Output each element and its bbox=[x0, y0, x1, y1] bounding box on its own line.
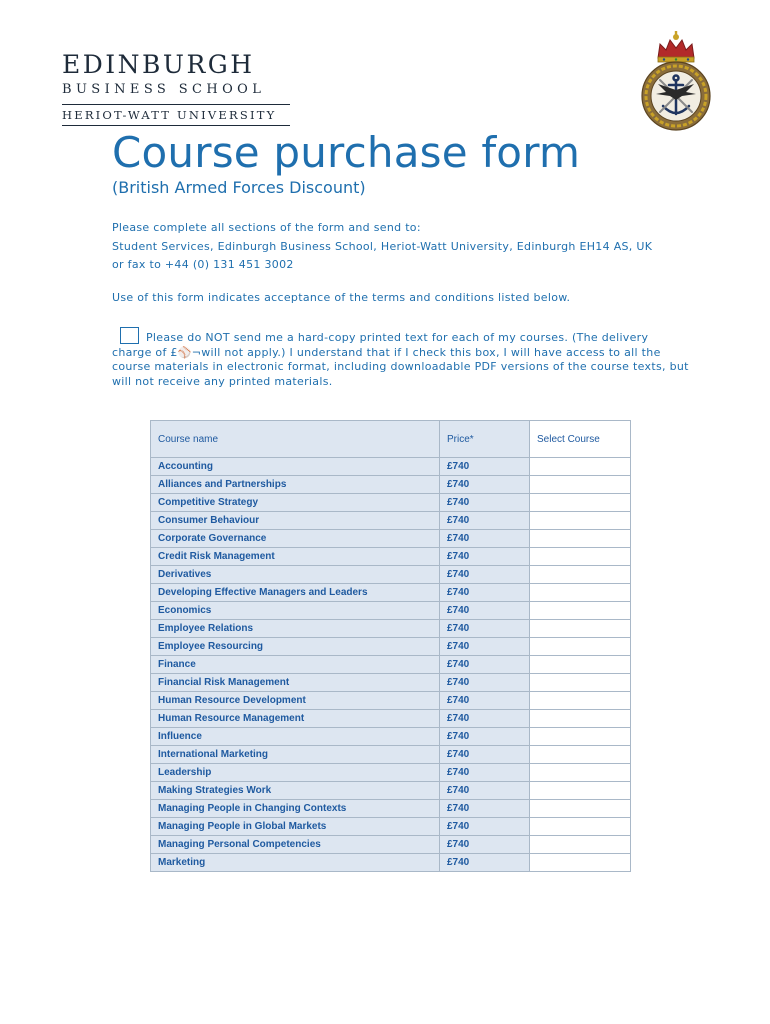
page-subtitle: (British Armed Forces Discount) bbox=[112, 178, 366, 197]
course-name-cell: Derivatives bbox=[151, 566, 440, 584]
course-name-cell: Developing Effective Managers and Leaders bbox=[151, 584, 440, 602]
select-course-field[interactable] bbox=[530, 854, 631, 872]
course-price-cell: £740 bbox=[440, 584, 530, 602]
course-price-cell: £740 bbox=[440, 836, 530, 854]
course-name-cell: Corporate Governance bbox=[151, 530, 440, 548]
logo-divider-bottom bbox=[62, 125, 290, 126]
course-price-cell: £740 bbox=[440, 620, 530, 638]
course-price-cell: £740 bbox=[440, 746, 530, 764]
course-name-cell: International Marketing bbox=[151, 746, 440, 764]
course-price-cell: £740 bbox=[440, 692, 530, 710]
select-course-field[interactable] bbox=[530, 818, 631, 836]
table-row bbox=[151, 584, 631, 602]
optout-line: course materials in electronic format, including downloadable PDF versions of the course texts, but bbox=[112, 360, 689, 373]
select-course-field[interactable] bbox=[530, 566, 631, 584]
select-course-field[interactable] bbox=[530, 782, 631, 800]
table-row bbox=[151, 836, 631, 854]
select-course-field[interactable] bbox=[530, 458, 631, 476]
course-name-cell: Credit Risk Management bbox=[151, 548, 440, 566]
crown-icon bbox=[658, 31, 694, 62]
select-course-field[interactable] bbox=[530, 638, 631, 656]
course-price-cell: £740 bbox=[440, 710, 530, 728]
select-course-field[interactable] bbox=[530, 602, 631, 620]
select-course-field[interactable] bbox=[530, 836, 631, 854]
course-price-cell: £740 bbox=[440, 800, 530, 818]
submission-instructions bbox=[112, 219, 712, 275]
logo-divider bbox=[62, 104, 290, 105]
table-row bbox=[151, 620, 631, 638]
select-course-field[interactable] bbox=[530, 620, 631, 638]
course-price-cell: £740 bbox=[440, 638, 530, 656]
course-price-cell: £740 bbox=[440, 512, 530, 530]
table-row bbox=[151, 638, 631, 656]
course-price-cell: £740 bbox=[440, 728, 530, 746]
course-name-cell: Influence bbox=[151, 728, 440, 746]
course-price-cell: £740 bbox=[440, 818, 530, 836]
header-select-course: Select Course bbox=[530, 421, 631, 458]
course-name-cell: Consumer Behaviour bbox=[151, 512, 440, 530]
header-price: Price* bbox=[440, 421, 530, 458]
logo-line-university: HERIOT-WATT UNIVERSITY bbox=[62, 108, 277, 122]
course-price-cell: £740 bbox=[440, 458, 530, 476]
course-price-cell: £740 bbox=[440, 764, 530, 782]
select-course-field[interactable] bbox=[530, 674, 631, 692]
course-price-cell: £740 bbox=[440, 494, 530, 512]
optout-line: Please do NOT send me a hard-copy printed text for each of my courses. (The delivery bbox=[146, 331, 649, 344]
instructions-line: Please complete all sections of the form and send to: bbox=[112, 221, 421, 234]
course-price-cell: £740 bbox=[440, 656, 530, 674]
course-name-cell: Human Resource Management bbox=[151, 710, 440, 728]
table-row bbox=[151, 692, 631, 710]
optout-line: will not receive any printed materials. bbox=[112, 374, 333, 388]
select-course-field[interactable] bbox=[530, 584, 631, 602]
course-name-cell: Economics bbox=[151, 602, 440, 620]
logo-line-business-school: BUSINESS SCHOOL bbox=[62, 82, 266, 97]
course-name-cell: Alliances and Partnerships bbox=[151, 476, 440, 494]
course-price-cell: £740 bbox=[440, 782, 530, 800]
select-course-field[interactable] bbox=[530, 800, 631, 818]
table-header-row bbox=[151, 421, 631, 458]
course-name-cell: Leadership bbox=[151, 764, 440, 782]
course-name-cell: Accounting bbox=[151, 458, 440, 476]
course-price-cell: £740 bbox=[440, 566, 530, 584]
select-course-field[interactable] bbox=[530, 476, 631, 494]
course-name-cell: Human Resource Development bbox=[151, 692, 440, 710]
table-row bbox=[151, 746, 631, 764]
course-name-cell: Finance bbox=[151, 656, 440, 674]
optout-line: charge of £⚾¬will not apply.) I understand that if I check this box, I will have access to all the bbox=[112, 345, 661, 359]
table-row bbox=[151, 458, 631, 476]
course-name-cell: Making Strategies Work bbox=[151, 782, 440, 800]
course-name-cell: Managing People in Global Markets bbox=[151, 818, 440, 836]
course-name-cell: Marketing bbox=[151, 854, 440, 872]
select-course-field[interactable] bbox=[530, 692, 631, 710]
course-price-cell: £740 bbox=[440, 548, 530, 566]
course-price-cell: £740 bbox=[440, 854, 530, 872]
terms-notice: Use of this form indicates acceptance of the terms and conditions listed below. bbox=[112, 291, 571, 304]
course-name-cell: Managing Personal Competencies bbox=[151, 836, 440, 854]
table-row bbox=[151, 710, 631, 728]
table-row bbox=[151, 800, 631, 818]
table-row bbox=[151, 728, 631, 746]
course-name-cell: Financial Risk Management bbox=[151, 674, 440, 692]
instructions-fax: or fax to +44 (0) 131 451 3002 bbox=[112, 258, 294, 271]
select-course-field[interactable] bbox=[530, 764, 631, 782]
table-row bbox=[151, 854, 631, 872]
armed-forces-crest-icon bbox=[636, 28, 716, 134]
course-name-cell: Employee Resourcing bbox=[151, 638, 440, 656]
table-row bbox=[151, 476, 631, 494]
table-row bbox=[151, 530, 631, 548]
table-row bbox=[151, 566, 631, 584]
table-row bbox=[151, 548, 631, 566]
select-course-field[interactable] bbox=[530, 548, 631, 566]
header-course-name: Course name bbox=[151, 421, 440, 458]
course-table bbox=[150, 420, 631, 872]
table-row bbox=[151, 656, 631, 674]
page-title: Course purchase form bbox=[112, 128, 581, 177]
no-hardcopy-label bbox=[112, 331, 712, 389]
course-price-cell: £740 bbox=[440, 674, 530, 692]
course-name-cell: Managing People in Changing Contexts bbox=[151, 800, 440, 818]
course-name-cell: Employee Relations bbox=[151, 620, 440, 638]
select-course-field[interactable] bbox=[530, 530, 631, 548]
course-name-cell: Competitive Strategy bbox=[151, 494, 440, 512]
instructions-address: Student Services, Edinburgh Business School, Heriot-Watt University, Edinburgh EH14 AS, UK bbox=[112, 239, 653, 253]
select-course-field[interactable] bbox=[530, 728, 631, 746]
school-logo bbox=[62, 52, 290, 126]
table-row bbox=[151, 512, 631, 530]
select-course-field[interactable] bbox=[530, 710, 631, 728]
table-row bbox=[151, 818, 631, 836]
table-row bbox=[151, 782, 631, 800]
table-row bbox=[151, 764, 631, 782]
table-row bbox=[151, 674, 631, 692]
select-course-field[interactable] bbox=[530, 656, 631, 674]
select-course-field[interactable] bbox=[530, 494, 631, 512]
course-price-cell: £740 bbox=[440, 602, 530, 620]
select-course-field[interactable] bbox=[530, 746, 631, 764]
select-course-field[interactable] bbox=[530, 512, 631, 530]
table-row bbox=[151, 494, 631, 512]
logo-line-edinburgh: EDINBURGH bbox=[62, 50, 255, 79]
course-price-cell: £740 bbox=[440, 476, 530, 494]
table-row bbox=[151, 602, 631, 620]
course-price-cell: £740 bbox=[440, 530, 530, 548]
